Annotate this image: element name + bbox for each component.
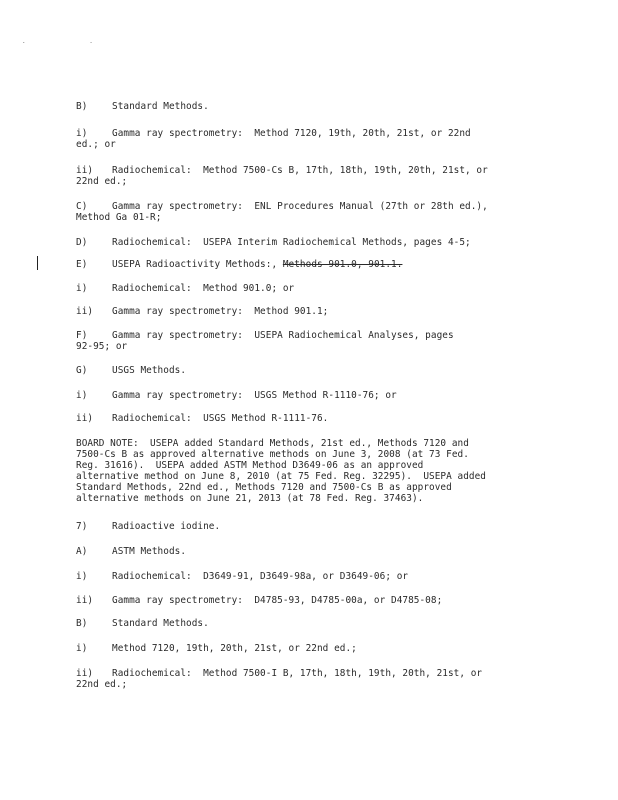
line-i-radiochemical-astm: i) Radiochemical: D3649-91, D3649-98a, or D3649-06; or — [76, 571, 409, 582]
line-C-gamma-cont: Method Ga 01-R; — [76, 212, 162, 223]
line-E-usepa: E) USEPA Radioactivity Methods:, Methods 901.0, 901.1. — [76, 259, 403, 270]
line-F-gamma: F) Gamma ray spectrometry: USEPA Radiochemical Analyses, pages — [76, 330, 454, 341]
line-i-method-7120: i) Method 7120, 19th, 20th, 21st, or 22nd ed.; — [76, 643, 357, 654]
header-marks: . . — [22, 38, 123, 45]
line-ii-radiochemical-7500-cont: 22nd ed.; — [76, 679, 128, 690]
board-note-line-5: Standard Methods, 22nd ed., Methods 7120 and 7500-Cs B as approved — [76, 482, 452, 493]
board-note-line-1: BOARD NOTE: USEPA added Standard Methods, 21st ed., Methods 7120 and — [76, 438, 469, 449]
board-note-line-6: alternative methods on June 21, 2013 (at 78 Fed. Reg. 37463). — [76, 493, 424, 504]
board-note-line-2: 7500-Cs B as approved alternative methods on June 3, 2008 (at 73 Fed. — [76, 449, 469, 460]
line-F-gamma-cont: 92-95; or — [76, 341, 128, 352]
line-C-gamma: C) Gamma ray spectrometry: ENL Procedures Manual (27th or 28th ed.), — [76, 201, 488, 212]
line-i-gamma: i) Gamma ray spectrometry: Method 7120, 19th, 20th, 21st, or 22nd — [76, 128, 471, 139]
line-ii-gamma-901: ii) Gamma ray spectrometry: Method 901.1; — [76, 306, 329, 317]
line-ii-radiochemical: ii) Radiochemical: Method 7500-Cs B, 17th, 18th, 19th, 20th, 21st, or — [76, 165, 488, 176]
line-ii-radiochemical-cont: 22nd ed.; — [76, 176, 128, 187]
line-B-standard-methods-2: B) Standard Methods. — [76, 618, 209, 629]
struck-text: Methods 901.0, 901.1. — [282, 259, 403, 270]
line-A-astm: A) ASTM Methods. — [76, 546, 187, 557]
revision-bar — [37, 256, 38, 270]
line-ii-gamma-astm: ii) Gamma ray spectrometry: D4785-93, D4785-00a, or D4785-08; — [76, 595, 443, 606]
line-7-radioactive-iodine: 7) Radioactive iodine. — [76, 521, 221, 532]
board-note-line-3: Reg. 31616). USEPA added ASTM Method D3649-06 as an approved — [76, 460, 424, 471]
line-B-standard-methods: B) Standard Methods. — [76, 101, 209, 112]
line-i-gamma-usgs: i) Gamma ray spectrometry: USGS Method R-1110-76; or — [76, 390, 397, 401]
line-D-radiochemical: D) Radiochemical: USEPA Interim Radiochemical Methods, pages 4-5; — [76, 237, 471, 248]
line-ii-radiochemical-7500: ii) Radiochemical: Method 7500-I B, 17th, 18th, 19th, 20th, 21st, or — [76, 668, 483, 679]
line-i-gamma-cont: ed.; or — [76, 139, 116, 150]
line-i-radiochemical-901: i) Radiochemical: Method 901.0; or — [76, 283, 295, 294]
line-G-usgs: G) USGS Methods. — [76, 365, 187, 376]
board-note-line-4: alternative method on June 8, 2010 (at 75 Fed. Reg. 32295). USEPA added — [76, 471, 486, 482]
line-ii-radiochemical-usgs: ii) Radiochemical: USGS Method R-1111-76. — [76, 413, 329, 424]
